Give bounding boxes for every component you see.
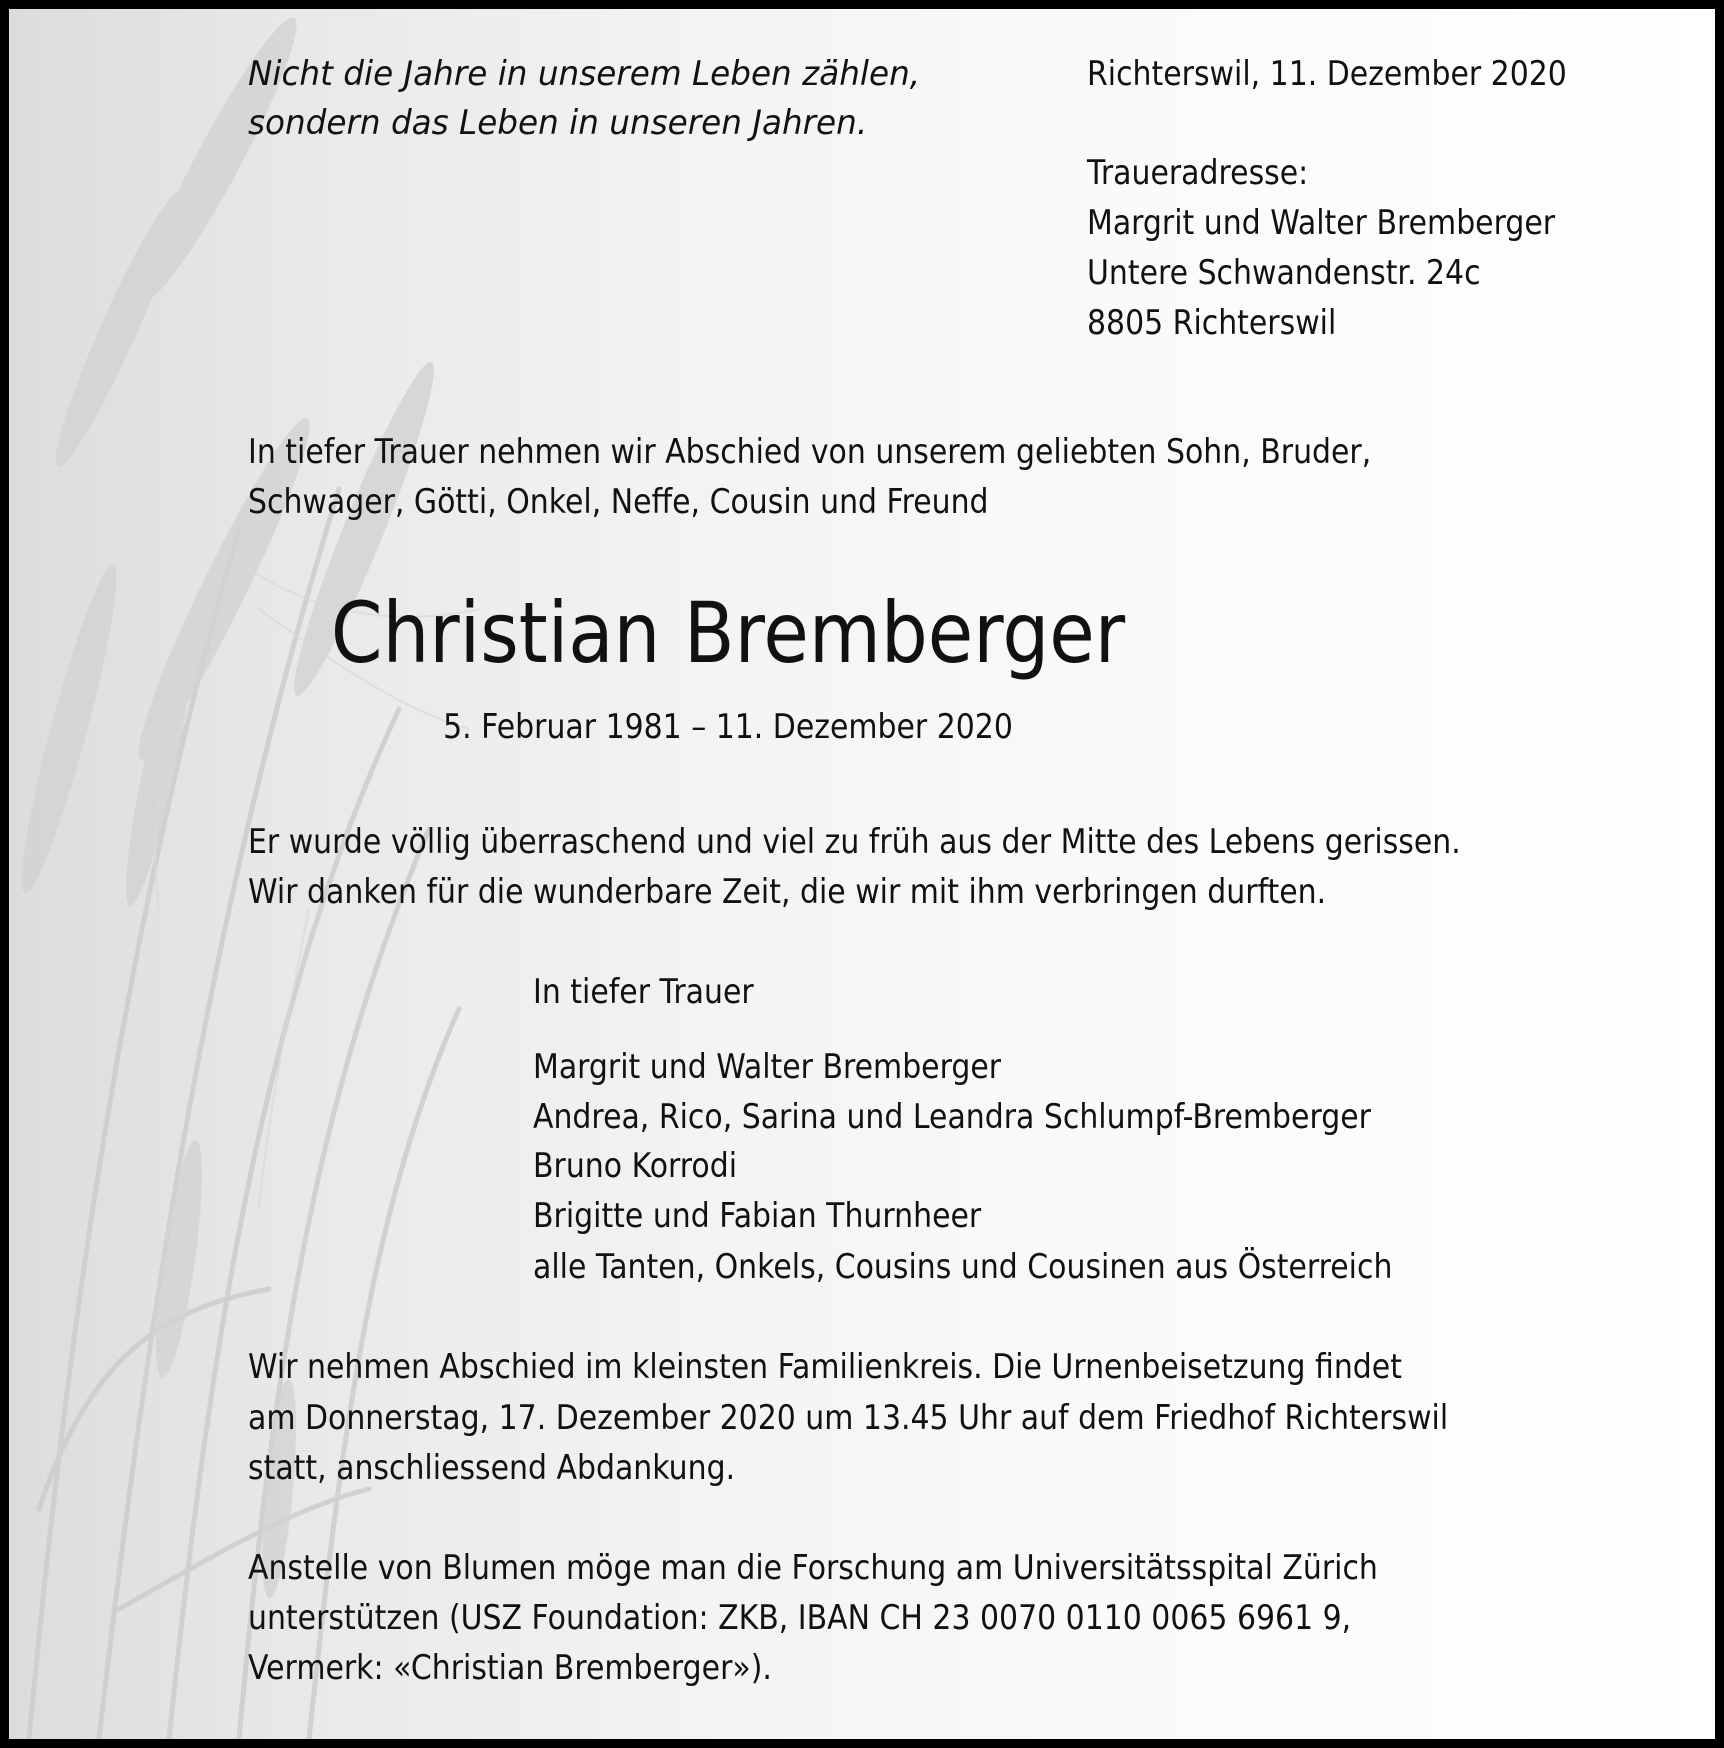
- quote-line-1: Nicht die Jahre in unserem Leben zählen,: [248, 54, 921, 94]
- address-street: Untere Schwandenstr. 24c: [1087, 253, 1481, 293]
- address-name: Margrit und Walter Bremberger: [1087, 203, 1556, 243]
- mourner-name: Margrit und Walter Bremberger: [533, 1047, 1002, 1087]
- mourner-name: Brigitte und Fabian Thurnheer: [533, 1196, 982, 1236]
- ceremony-line-2: am Donnerstag, 17. Dezember 2020 um 13.45 Uhr auf dem Friedhof Richterswil: [248, 1398, 1449, 1438]
- message-line-2: Wir danken für die wunderbare Zeit, die wir mit ihm verbringen durften.: [248, 872, 1327, 912]
- ceremony-line-3: statt, anschliessend Abdankung.: [248, 1448, 736, 1488]
- mourner-name: alle Tanten, Onkels, Cousins und Cousinen aus Österreich: [533, 1247, 1393, 1287]
- donation-line-2: unterstützen (USZ Foundation: ZKB, IBAN CH 23 0070 0110 0065 6961 9,: [248, 1598, 1352, 1638]
- deceased-name: Christian Bremberger: [330, 584, 1126, 682]
- address-label: Traueradresse:: [1087, 153, 1309, 193]
- life-dates: 5. Februar 1981 – 11. Dezember 2020: [443, 707, 1013, 747]
- intro-line-1: In tiefer Trauer nehmen wir Abschied von unserem geliebten Sohn, Bruder,: [248, 432, 1372, 472]
- donation-line-3: Vermerk: «Christian Bremberger»).: [248, 1648, 772, 1688]
- quote-line-2: sondern das Leben in unseren Jahren.: [248, 103, 868, 143]
- place-date: Richterswil, 11. Dezember 2020: [1087, 54, 1567, 94]
- donation-line-1: Anstelle von Blumen möge man die Forschung am Universitätsspital Zürich: [248, 1548, 1378, 1588]
- obituary-notice: [9, 9, 1715, 1739]
- intro-line-2: Schwager, Götti, Onkel, Neffe, Cousin und Freund: [248, 482, 989, 522]
- address-city: 8805 Richterswil: [1087, 303, 1337, 343]
- mourner-name: Andrea, Rico, Sarina und Leandra Schlumpf-Bremberger: [533, 1097, 1371, 1137]
- mourners-heading: In tiefer Trauer: [533, 972, 754, 1012]
- mourner-name: Bruno Korrodi: [533, 1146, 738, 1186]
- message-line-1: Er wurde völlig überraschend und viel zu früh aus der Mitte des Lebens gerissen.: [248, 822, 1461, 862]
- ceremony-line-1: Wir nehmen Abschied im kleinsten Familienkreis. Die Urnenbeisetzung findet: [248, 1347, 1402, 1387]
